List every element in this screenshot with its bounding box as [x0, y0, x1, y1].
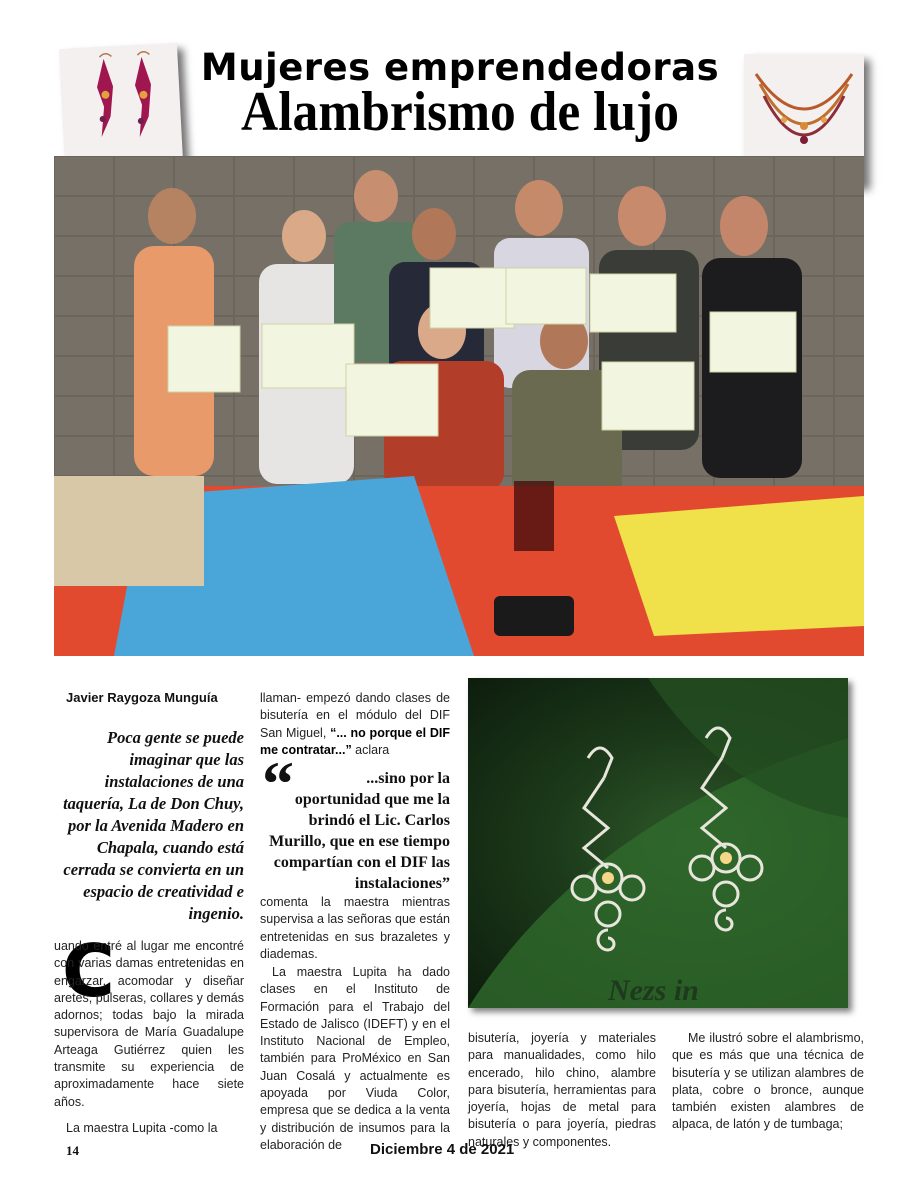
column-3-paragraph: bisutería, joyería y materiales para manualidades, como hilo encerado, hilo chino, alambre para bisutería, herramientas para joyería, hojas de metal para bisutería o para joyería, piedras naturales y componentes. — [468, 1031, 656, 1149]
dropcap: C — [62, 929, 115, 1013]
earrings-thumbnail — [59, 43, 183, 167]
section-kicker: Mujeres emprendedoras — [200, 46, 720, 89]
quote-mark: “ — [262, 748, 294, 819]
column-2-paragraph-3: La maestra Lupita ha dado clases en el Instituto de Formación para el Trabajo del Estado de Jalisco (IDEFT) y en el Instituto Nacional de Empleo, también para ProMéxico en San Juan Cosalá y actualmente es apoyada por Viuda Color, empresa que se dedica a la venta y distribución de insumos para la elaboración de — [260, 965, 450, 1152]
headline: Alambrismo de lujo — [241, 81, 679, 143]
earrings-photo-illustration — [468, 678, 848, 1008]
column-2-text-end: aclara — [351, 742, 390, 757]
column-2-bold-quote: “... no porque el DIF me contratar...” — [260, 725, 451, 757]
earrings-photo — [468, 678, 848, 1008]
column-1-paragraph-2: La maestra Lupita -como la — [66, 1121, 218, 1135]
photo-watermark: Nezs in — [608, 974, 699, 1007]
group-photo — [54, 156, 864, 656]
column-2-text-start: llaman- empezó dando clases de bisutería en el módulo del DIF San Miguel, — [260, 691, 450, 740]
column-1-text — [54, 929, 244, 1111]
pull-quote: ...sino por la oportunidad que me la brindó el Lic. Carlos Murillo, que en ese tiempo compartían con el DIF las instalaciones” — [269, 770, 450, 892]
column-4-paragraph: Me ilustró sobre el alambrismo, que es más que una técnica de bisutería y se utilizan alambres de plata, cobre o bronce, aunque también existen alambres de alpaca, de latón y de tumbaga; — [672, 1031, 864, 1132]
column-2-paragraph-2: comenta la maestra mientras supervisa a las señoras que están entretenidas en sus brazaletes y diademas. — [260, 895, 450, 961]
group-photo-illustration — [54, 156, 864, 656]
issue-date: Diciembre 4 de 2021 — [370, 1141, 515, 1158]
earrings-illustration — [59, 43, 183, 167]
byline: Javier Raygoza Munguía — [66, 690, 218, 705]
lede-paragraph: Poca gente se puede imaginar que las instalaciones de una taquería, La de Don Chuy, por la Avenida Madero en Chapala, cuando está cerrada se convierta en un espacio de creatividad e ingenio. — [63, 728, 244, 923]
page-number: 14 — [66, 1143, 79, 1158]
column-1-paragraph-1: uando entré al lugar me encontré con varias damas entretenidas en engarzar, acomodar y diseñar aretes, pulseras, collares y demás adornos; todas bajo la mirada supervisora de María Guadalupe Arteaga Gutiérrez quien les transmite su experiencia de aproximadamente hace siete años. — [54, 939, 244, 1109]
